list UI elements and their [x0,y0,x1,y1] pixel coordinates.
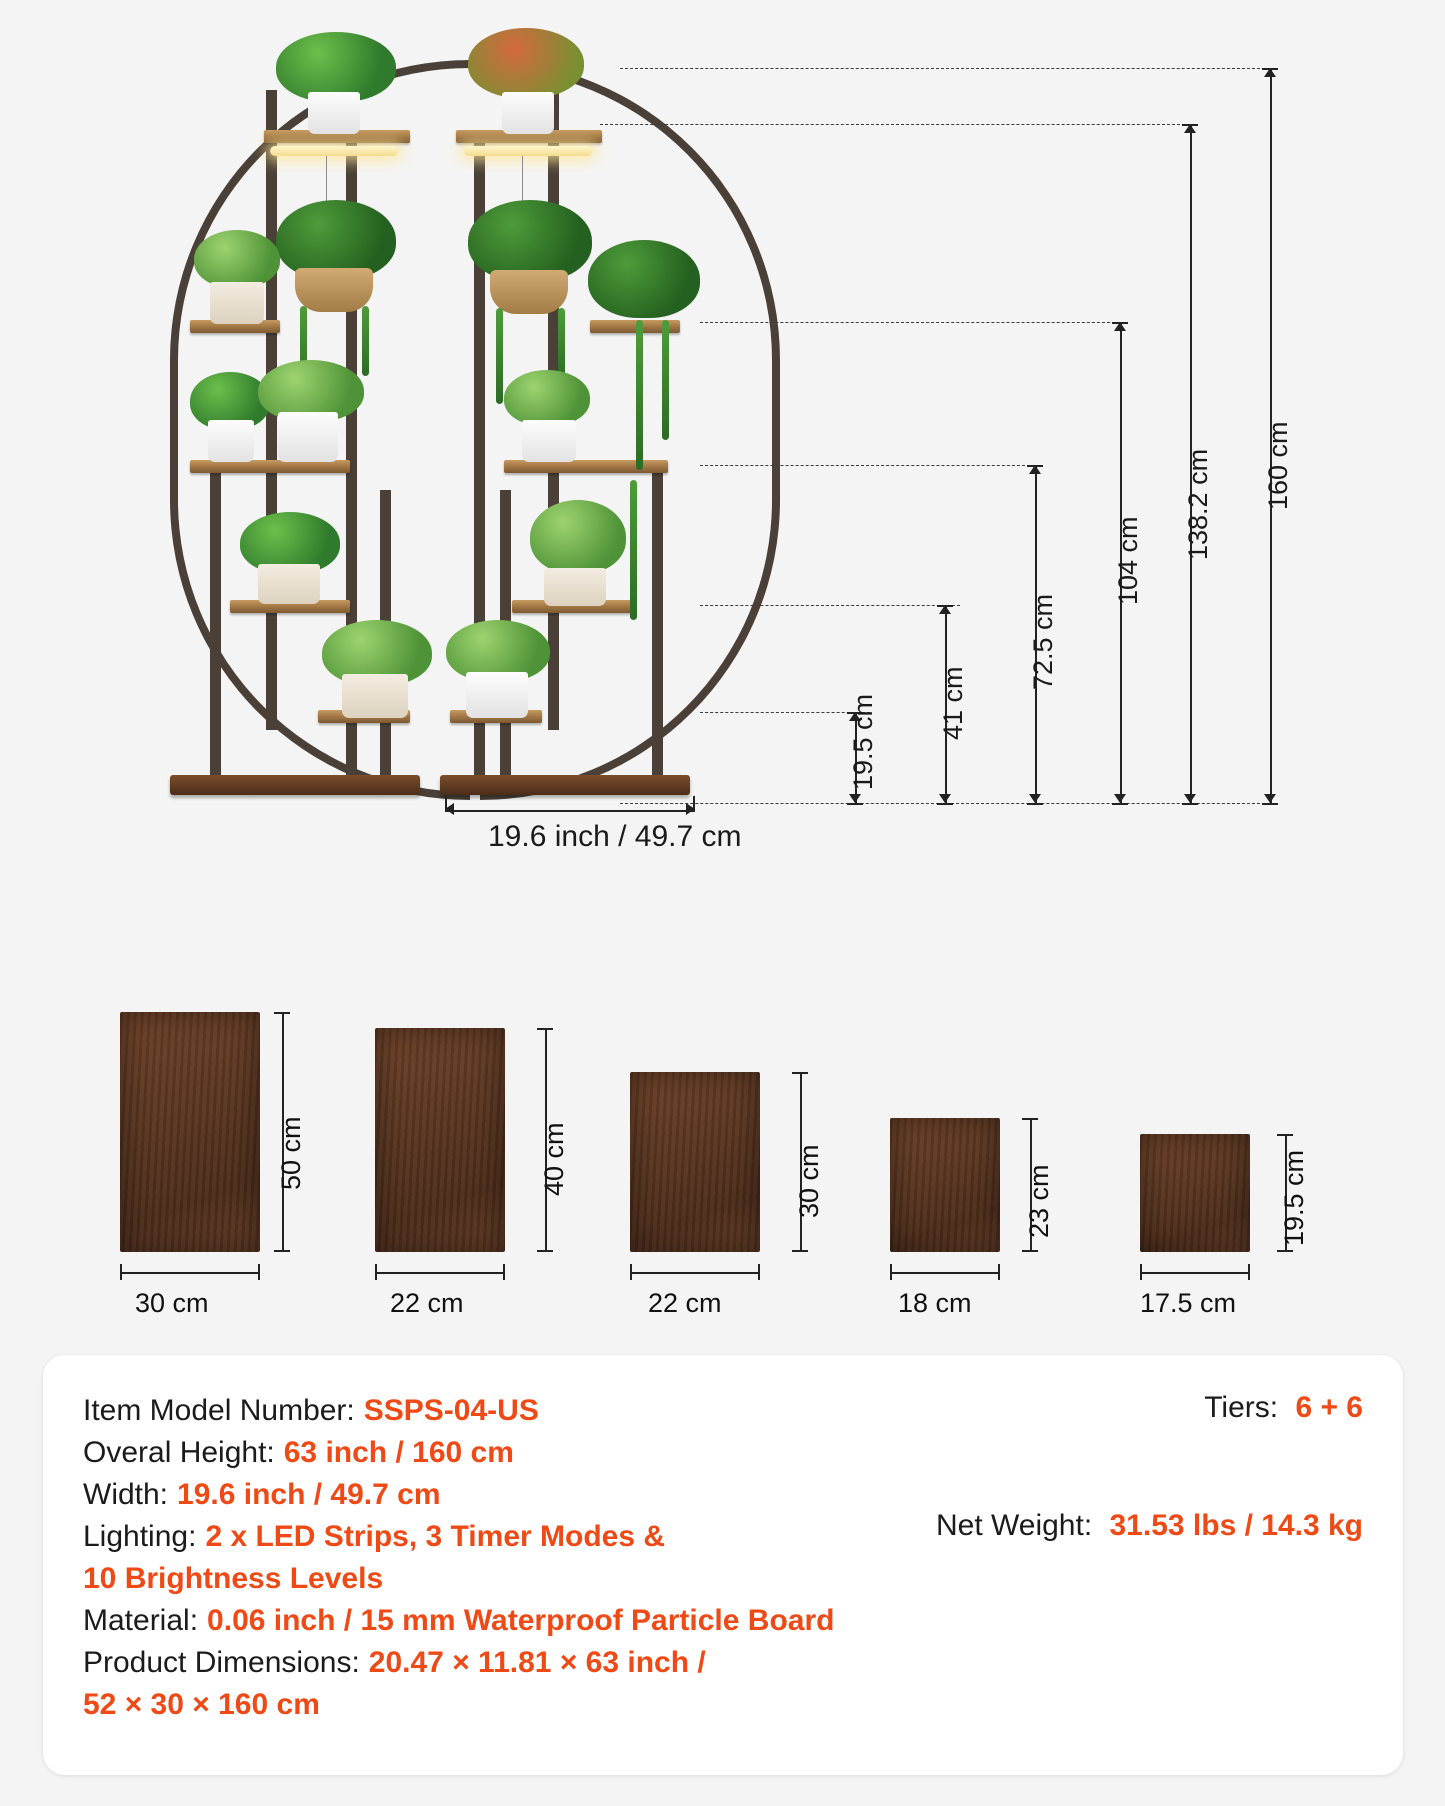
dimension-tick [890,1264,892,1280]
dimension-tick [937,605,953,607]
dimension-leader [620,68,1270,69]
arrow-down-icon [1114,794,1126,803]
arrow-down-icon [939,794,951,803]
led-strip [464,146,592,156]
dimension-tick [274,1012,290,1014]
plant-foliage [530,500,626,574]
board-4-width-label: 18 cm [898,1288,972,1318]
board-4-swatch [890,1118,1000,1252]
width-label: Width: [83,1478,169,1511]
dimension-leader [700,465,1030,466]
plant-pot [342,674,408,718]
spec-row-material [83,1601,1363,1640]
lighting-value-continued: 10 Brightness Levels [83,1562,384,1595]
model-label: Item Model Number: [83,1394,355,1427]
spec-row-tiers [1204,1391,1363,1425]
lighting-label: Lighting: [83,1520,197,1553]
board-1-width-label: 30 cm [135,1288,209,1318]
board-5-swatch [1140,1134,1250,1252]
vine [636,320,643,470]
plant-foliage [468,28,584,98]
dimension-tick [1277,1134,1293,1136]
dimension-tick [120,1264,122,1280]
dimension-tick [445,796,447,812]
arrow-down-icon [849,794,861,803]
height-label: Overal Height: [83,1436,275,1469]
dimension-tick [792,1250,808,1252]
dimension-tick [847,803,863,805]
dimension-tick [792,1072,808,1074]
dimension-tick [1277,1250,1293,1252]
dimension-tick [1182,124,1198,126]
plant-pot [502,92,554,134]
width-dimension-label: 19.6 inch / 49.7 cm [488,820,742,853]
vine [662,320,669,440]
dimension-tick [537,1250,553,1252]
board-1-width-line [120,1272,260,1274]
plant-pot [466,672,528,718]
board-5-height-label: 19.5 cm [1279,1149,1309,1246]
dimension-tick [537,1028,553,1030]
dimension-tick [630,1264,632,1280]
plant-stand-right [440,20,800,820]
plant-pot [258,564,320,604]
spec-row-weight [936,1509,1363,1543]
height-label-104: 104 cm [1113,516,1143,605]
weight-label: Net Weight: [935,1509,1093,1542]
width-dimension-line [445,810,695,812]
tiers-value: 6 + 6 [1295,1391,1363,1424]
vine [630,480,637,620]
board-1-swatch [120,1012,260,1252]
height-label-138-2: 138.2 cm [1183,448,1213,560]
plant-pot [522,420,576,462]
dimensions-label: Product Dimensions: [83,1646,360,1679]
board-5-width-line [1140,1272,1250,1274]
arrow-down-icon [1264,794,1276,803]
vine [362,306,369,376]
board-1-height-label: 50 cm [276,1116,306,1190]
dimension-leader [700,712,870,713]
dimension-tick [258,1264,260,1280]
dimension-tick [758,1264,760,1280]
height-label-19-5: 19.5 cm [848,693,878,790]
width-value: 19.6 inch / 49.7 cm [177,1478,441,1511]
dimension-leader [600,124,1180,125]
dimensions-value: 20.47 × 11.81 × 63 inch / [368,1646,706,1679]
specification-card [43,1355,1403,1775]
dimension-leader [700,605,960,606]
plant-pot [278,412,338,462]
tiers-label: Tiers: [1204,1391,1279,1424]
board-4-height-label: 23 cm [1024,1164,1054,1238]
model-value: SSPS-04-US [363,1394,539,1427]
arrow-down-icon [1184,794,1196,803]
height-label-41: 41 cm [938,666,968,740]
dimension-tick [1262,68,1278,70]
dimension-leader [700,322,1120,323]
led-strip [270,146,398,156]
dimension-tick [1027,803,1043,805]
dimension-tick [1022,1250,1038,1252]
base-board [440,775,690,795]
board-2-swatch [375,1028,505,1252]
plant-pot [308,92,360,134]
dimension-tick [1262,803,1278,805]
hanging-basket [490,270,568,314]
spec-row-height [83,1433,1363,1472]
board-3-width-label: 22 cm [648,1288,722,1318]
board-3-swatch [630,1072,760,1252]
height-label-72-5: 72.5 cm [1028,593,1058,690]
board-2-width-label: 22 cm [390,1288,464,1318]
dimension-tick [1027,465,1043,467]
plant-pot [544,568,606,606]
dimension-tick [1112,322,1128,324]
dimension-tick [375,1264,377,1280]
dimension-tick [1182,803,1198,805]
spec-row-model [83,1391,1363,1430]
board-size-swatches [0,1000,1445,1318]
vine [496,308,503,404]
board-3-width-line [630,1272,760,1274]
board-4-width-line [890,1272,1000,1274]
dimensions-value-continued: 52 × 30 × 160 cm [83,1688,320,1721]
plant-foliage [588,240,700,318]
weight-value: 31.53 lbs / 14.3 kg [1109,1509,1363,1542]
plant-foliage [504,370,590,426]
material-label: Material: [83,1604,199,1637]
dimension-tick [937,803,953,805]
dimension-tick [1140,1264,1142,1280]
hanging-basket [295,268,373,312]
frame-post [652,460,663,790]
plant-pot [210,282,264,324]
dimension-tick [1248,1264,1250,1280]
board-3-height-label: 30 cm [794,1144,824,1218]
dimension-tick [693,796,695,812]
dimension-tick [998,1264,1000,1280]
frame-post [210,460,221,790]
board-2-height-label: 40 cm [539,1122,569,1196]
material-value: 0.06 inch / 15 mm Waterproof Particle Board [207,1604,835,1637]
dimension-tick [274,1250,290,1252]
spec-row-dimensions [83,1643,1363,1682]
product-illustration [140,20,900,820]
dimension-tick [1022,1118,1038,1120]
arrow-down-icon [1029,794,1041,803]
dimension-tick [1112,803,1128,805]
board-2-width-line [375,1272,505,1274]
height-value: 63 inch / 160 cm [283,1436,514,1469]
board-5-width-label: 17.5 cm [1140,1288,1237,1318]
lighting-value: 2 x LED Strips, 3 Timer Modes & [205,1520,666,1553]
plant-pot [208,420,254,462]
base-board [170,775,420,795]
plant-foliage [194,230,280,288]
height-label-160: 160 cm [1263,421,1293,510]
dimension-tick [503,1264,505,1280]
vine [558,308,565,380]
